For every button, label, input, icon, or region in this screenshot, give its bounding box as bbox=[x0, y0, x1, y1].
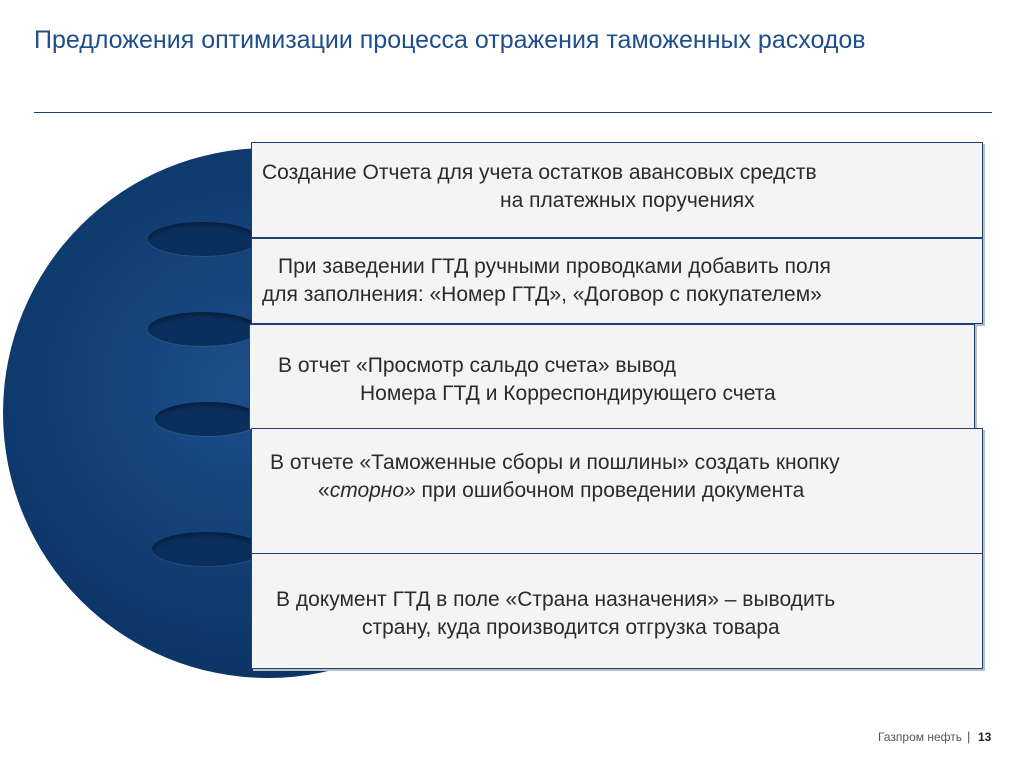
title-divider bbox=[34, 112, 992, 113]
page-number: 13 bbox=[978, 730, 992, 744]
proposal-card-3 bbox=[249, 324, 975, 430]
proposal-card-1 bbox=[251, 142, 983, 238]
proposal-4-line1: В отчете «Таможенные сборы и пошлины» создать кнопку bbox=[270, 451, 840, 474]
proposal-5-line1: В документ ГТД в поле «Страна назначения» – выводить bbox=[276, 588, 836, 611]
proposal-2-line1: При заведении ГТД ручными проводками добавить поля bbox=[278, 255, 831, 278]
disc-tab-3 bbox=[155, 402, 260, 436]
proposal-4-quote: « bbox=[318, 479, 330, 502]
disc-tab-1 bbox=[148, 222, 258, 256]
proposal-3-line2: Номера ГТД и Корреспондирующего счета bbox=[360, 382, 776, 405]
footer-company: Газпром нефть bbox=[878, 730, 962, 744]
disc-tab-4 bbox=[152, 532, 262, 566]
slide-title: Предложения оптимизации процесса отражения таможенных расходов bbox=[34, 26, 866, 54]
proposal-4-line2 bbox=[318, 477, 804, 505]
proposal-5-line2: страну, куда производится отгрузка товара bbox=[362, 616, 780, 639]
proposal-4-line2-rest: при ошибочном проведении документа bbox=[415, 479, 805, 502]
proposal-4-italic-word: сторно» bbox=[329, 479, 416, 502]
footer-separator: | bbox=[967, 729, 971, 744]
proposal-1-line1: Создание Отчета для учета остатков авансовых средств bbox=[262, 161, 817, 184]
proposal-card-5 bbox=[251, 553, 983, 669]
proposal-1-line2: на платежных поручениях bbox=[500, 189, 755, 212]
proposal-3-line1: В отчет «Просмотр сальдо счета» вывод bbox=[278, 354, 677, 377]
proposal-card-2 bbox=[251, 238, 983, 324]
proposal-2-line2: для заполнения: «Номер ГТД», «Договор с покупателем» bbox=[262, 283, 822, 306]
disc-tab-2 bbox=[148, 312, 258, 346]
